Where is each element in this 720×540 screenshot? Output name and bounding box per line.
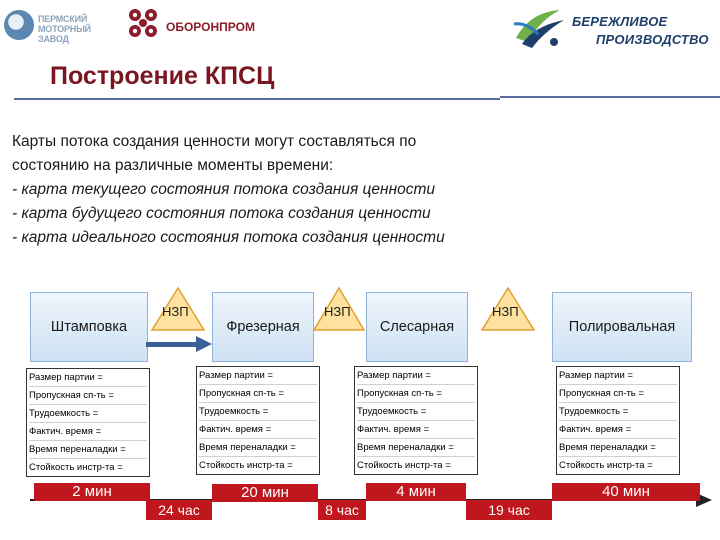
logo-right-line1: БЕРЕЖЛИВОЕ	[572, 14, 668, 29]
info-row: Время переналадки =	[29, 441, 147, 459]
title-divider-right	[500, 96, 720, 98]
info-row: Пропускная сп-ть =	[357, 385, 475, 403]
info-row: Пропускная сп-ть =	[199, 385, 317, 403]
info-box-fitting	[354, 366, 478, 475]
info-row: Стойкость инстр-та =	[29, 462, 123, 473]
logo-right-line2: ПРОИЗВОДСТВО	[596, 32, 709, 47]
intro-line-1: Карты потока создания ценности могут составляться по	[12, 133, 417, 150]
info-row: Пропускная сп-ть =	[559, 385, 677, 403]
wait-time-1: 24 час	[146, 500, 212, 520]
process-time-polishing: 40 мин	[552, 483, 700, 501]
process-name-milling: Фрезерная	[226, 319, 300, 335]
inventory-label-1: НЗП	[162, 304, 189, 319]
info-row: Трудоемкость =	[199, 403, 317, 421]
info-row: Стойкость инстр-та =	[199, 460, 293, 471]
process-box-fitting	[366, 292, 468, 362]
info-row: Фактич. время =	[559, 421, 677, 439]
inventory-triangle-1	[150, 286, 206, 332]
process-time-fitting: 4 мин	[366, 483, 466, 501]
lean-production-logo-icon	[510, 4, 568, 54]
info-row: Время переналадки =	[357, 439, 475, 457]
page-title: Построение КПСЦ	[50, 62, 275, 90]
info-row: Фактич. время =	[357, 421, 475, 439]
process-name-stamping: Штамповка	[50, 319, 128, 335]
info-box-stamping	[26, 368, 150, 477]
info-row: Время переналадки =	[559, 439, 677, 457]
inventory-label-2: НЗП	[324, 304, 351, 319]
process-name-fitting: Слесарная	[379, 319, 455, 335]
intro-text	[12, 130, 712, 250]
logo-lean-production	[510, 4, 716, 56]
process-box-polishing	[552, 292, 692, 362]
info-row: Трудоемкость =	[29, 405, 147, 423]
info-row: Время переналадки =	[199, 439, 317, 457]
info-box-polishing	[556, 366, 680, 475]
info-row: Трудоемкость =	[357, 403, 475, 421]
process-box-stamping	[30, 292, 148, 362]
oboronprom-logo-icon	[126, 6, 160, 40]
process-name-polishing: Полировальная	[568, 319, 676, 335]
info-row: Размер партии =	[29, 369, 147, 387]
logo-perm-motor-plant	[4, 8, 119, 42]
process-box-milling	[212, 292, 314, 362]
title-divider	[14, 98, 500, 100]
info-row: Размер партии =	[357, 367, 475, 385]
process-time-milling: 20 мин	[212, 484, 318, 502]
info-row: Размер партии =	[199, 367, 317, 385]
info-row: Трудоемкость =	[559, 403, 677, 421]
logo-mid-text: ОБОРОНПРОМ	[166, 20, 255, 34]
intro-item-future: - карта будущего состояния потока создания ценности	[12, 205, 431, 222]
intro-item-current: - карта текущего состояния потока создания ценности	[12, 181, 436, 198]
inventory-triangle-2	[312, 286, 366, 332]
info-row: Размер партии =	[559, 367, 677, 385]
process-time-stamping: 2 мин	[34, 483, 150, 501]
perm-motor-logo-icon	[4, 10, 34, 40]
wait-time-3: 19 час	[466, 500, 552, 520]
push-arrow-icon	[146, 336, 212, 352]
logo-left-line2: МОТОРНЫЙ ЗАВОД	[38, 24, 91, 44]
info-row: Фактич. время =	[199, 421, 317, 439]
info-row: Пропускная сп-ть =	[29, 387, 147, 405]
info-row: Фактич. время =	[29, 423, 147, 441]
intro-item-ideal: - карта идеального состояния потока создания ценности	[12, 229, 445, 246]
wait-time-2: 8 час	[318, 500, 366, 520]
inventory-triangle-3	[480, 286, 536, 332]
inventory-label-3: НЗП	[492, 304, 519, 319]
logo-left-line1: ПЕРМСКИЙ	[38, 14, 88, 24]
info-box-milling	[196, 366, 320, 475]
info-row: Стойкость инстр-та =	[357, 460, 451, 471]
info-row: Стойкость инстр-та =	[559, 460, 653, 471]
logo-oboronprom	[126, 6, 255, 42]
intro-line-2: состоянию на различные моменты времени:	[12, 157, 334, 174]
